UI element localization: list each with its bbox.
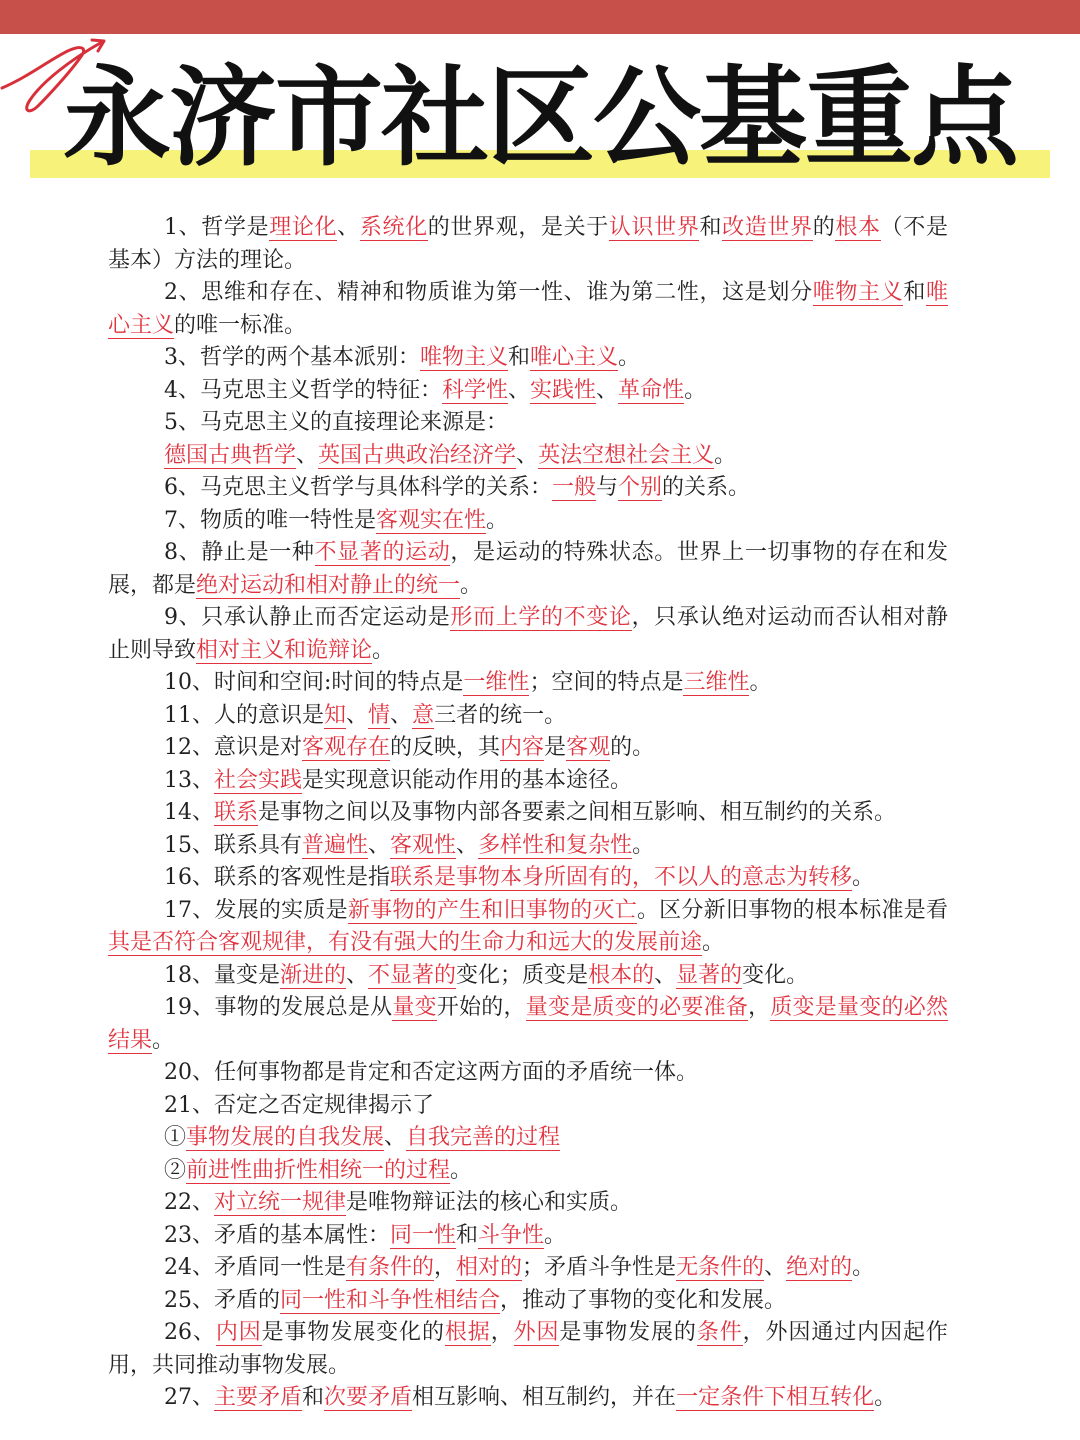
note-item (108, 537, 948, 602)
key-term: 形而上学的不变论 (450, 605, 632, 630)
note-item (108, 602, 948, 667)
key-term: 三维性 (683, 670, 750, 695)
note-text: ② (164, 1157, 187, 1183)
note-text: 。 (684, 377, 707, 403)
note-text: 11、人的意识是 (164, 702, 324, 728)
note-text: 、 (296, 442, 319, 468)
note-text: ，外因通过内因起作用，共同推动事物发展。 (108, 1320, 948, 1378)
note-text: 14、 (164, 800, 214, 825)
key-term: 条件 (696, 1320, 743, 1345)
note-text: 、 (596, 377, 619, 403)
note-text: 6、马克思主义哲学与具体科学的关系： (164, 475, 552, 500)
note-text: 。 (486, 507, 509, 533)
key-term: 自我完善的过程 (406, 1125, 561, 1150)
note-item (108, 667, 948, 700)
key-term: 科学性 (442, 377, 509, 403)
key-term: 绝对运动和相对静止的统一 (196, 572, 461, 598)
key-term: 不显著的运动 (314, 540, 451, 565)
note-text: 、 (456, 832, 479, 858)
key-term: 实践性 (530, 377, 597, 403)
note-item (108, 992, 948, 1057)
note-text: 开始的， (436, 995, 526, 1020)
note-item (108, 732, 948, 765)
key-term: 认识世界 (608, 215, 700, 240)
key-term: 根本的 (588, 962, 655, 988)
note-text: 。 (714, 442, 737, 468)
note-text: 16、联系的客观性是指 (164, 865, 390, 890)
page-title: 永济市社区公基重点 (62, 56, 1017, 181)
note-text: 是事物之间以及事物内部各要素之间相互影响、相互制约的关系。 (258, 800, 897, 825)
key-term: 系统化 (359, 215, 428, 240)
key-term: 联系是事物本身所固有的，不以人的意志为转移 (390, 865, 853, 890)
key-term: 质变是量变的必然结果 (108, 995, 948, 1053)
note-item (108, 375, 948, 408)
note-text: 24、矛盾同一性是 (164, 1255, 346, 1280)
note-item (108, 960, 948, 993)
note-item (108, 1122, 948, 1155)
key-term: 客观实在性 (376, 507, 487, 533)
key-term: 根据 (444, 1320, 491, 1345)
key-term: 内容 (500, 735, 545, 760)
key-term: 德国古典哲学 (164, 442, 297, 468)
note-text: ， (490, 1320, 514, 1345)
note-text: 是事物发展变化的 (261, 1320, 445, 1345)
note-text: ；矛盾斗争性是 (522, 1255, 677, 1280)
key-term: 多样性和复杂性 (478, 832, 633, 858)
note-text: 13、 (164, 767, 214, 793)
note-text: 。 (702, 930, 725, 955)
note-text: 。 (460, 572, 483, 598)
key-term: 有条件的 (346, 1255, 435, 1280)
key-term: 其是否符合客观规律，有没有强大的生命力和远大的发展前途 (108, 930, 703, 955)
note-text: 27、 (164, 1385, 214, 1410)
key-term: 对立统一规律 (214, 1190, 347, 1215)
note-item (108, 1285, 948, 1318)
key-term: 相对主义和诡辩论 (196, 637, 373, 663)
note-text: 变化；质变是 (456, 962, 589, 988)
note-text: 、 (516, 442, 539, 468)
note-item (108, 505, 948, 538)
note-text: 20、任何事物都是肯定和否定这两方面的矛盾统一体。 (164, 1060, 698, 1085)
key-term: 绝对的 (786, 1255, 853, 1280)
key-term: 渐进的 (280, 962, 347, 988)
key-term: 社会实践 (214, 767, 303, 793)
note-text: 15、联系具有 (164, 832, 302, 858)
note-text: 相互影响、相互制约，并在 (412, 1385, 677, 1410)
key-term: 前进性曲折性相统一的过程 (186, 1157, 451, 1183)
note-text: 。 (632, 832, 655, 858)
note-text: 5、马克思主义的直接理论来源是： (164, 410, 508, 435)
key-term: 量变 (392, 995, 437, 1020)
note-text: 12、意识是对 (164, 735, 302, 760)
note-item (108, 1057, 948, 1090)
note-text: ，推动了事物的变化和发展。 (500, 1287, 787, 1313)
note-text: 是唯物辩证法的核心和实质。 (346, 1190, 633, 1215)
notes-list (108, 212, 948, 1415)
key-term: 事物发展的自我发展 (186, 1125, 385, 1150)
note-text: 、 (337, 215, 360, 240)
note-item (108, 700, 948, 733)
key-term: 唯心主义 (530, 345, 619, 370)
title-area (0, 36, 1080, 196)
note-text: 、 (346, 962, 369, 988)
note-item (108, 1155, 948, 1188)
note-item (108, 830, 948, 863)
key-term: 新事物的产生和旧事物的灭亡 (347, 897, 637, 923)
key-term: 一定条件下相互转化 (676, 1385, 875, 1410)
note-text: ， (748, 995, 771, 1020)
note-text: 是实现意识能动作用的基本途径。 (302, 767, 633, 793)
note-item (108, 342, 948, 375)
note-text: 1、哲学是 (164, 215, 270, 240)
note-text: 。 (450, 1157, 473, 1183)
note-item (108, 1382, 948, 1415)
note-text: ， (434, 1255, 457, 1280)
note-text: 25、矛盾的 (164, 1287, 280, 1313)
note-text: 、 (764, 1255, 787, 1280)
note-text: 8、静止是一种 (164, 540, 315, 565)
key-term: 联系 (214, 800, 259, 825)
note-text: 17、发展的实质是 (164, 897, 348, 923)
note-text: 、 (390, 702, 413, 728)
key-term: 情 (368, 702, 391, 728)
note-text: ① (164, 1125, 187, 1150)
note-text: 10、时间和空间:时间的特点是 (164, 670, 464, 695)
key-term: 理论化 (269, 215, 338, 240)
note-text: 、 (384, 1125, 407, 1150)
note-item (108, 277, 948, 342)
key-term: 知 (324, 702, 347, 728)
note-text: 2、思维和存在、精神和物质谁为第一性、谁为第二性，这是划分 (164, 280, 813, 305)
key-term: 一维性 (463, 670, 530, 695)
note-text: 是 (544, 735, 567, 760)
note-text: 、 (346, 702, 369, 728)
note-text: 的 (812, 215, 836, 240)
key-term: 意 (412, 702, 435, 728)
note-text: 和 (508, 345, 531, 370)
note-item (108, 1252, 948, 1285)
note-text: 。 (852, 865, 875, 890)
note-item (108, 1090, 948, 1123)
note-text: 4、马克思主义哲学的特征： (164, 377, 442, 403)
note-item (108, 407, 948, 440)
note-text: 9、只承认静止而否定运动是 (164, 605, 451, 630)
note-text: 的唯一标准。 (174, 312, 307, 338)
red-arrow-doodle-icon (0, 36, 120, 126)
key-term: 一般 (552, 475, 597, 500)
note-text: 。 (852, 1255, 875, 1280)
note-text: 22、 (164, 1190, 214, 1215)
key-term: 英国古典政治经济学 (318, 442, 517, 468)
key-term: 同一性和斗争性相结合 (280, 1287, 501, 1313)
key-term: 普遍性 (302, 832, 369, 858)
key-term: 客观 (566, 735, 611, 760)
note-item (108, 862, 948, 895)
note-item (108, 1317, 948, 1382)
key-term: 英法空想社会主义 (538, 442, 715, 468)
note-text: ；空间的特点是 (529, 670, 684, 695)
note-text: 、 (508, 377, 531, 403)
key-term: 不显著的 (368, 962, 457, 988)
key-term: 内因 (215, 1320, 262, 1345)
key-term: 次要矛盾 (324, 1385, 413, 1410)
note-text: 7、物质的唯一特性是 (164, 507, 376, 533)
key-term: 根本 (835, 215, 881, 240)
note-text: 三者的统一。 (434, 702, 567, 728)
key-term: 客观存在 (302, 735, 391, 760)
note-text: 18、量变是 (164, 962, 280, 988)
note-item (108, 1220, 948, 1253)
note-text: 。 (874, 1385, 897, 1410)
note-text: 变化。 (742, 962, 809, 988)
key-term: 外因 (513, 1320, 560, 1345)
note-text: 是事物发展的 (559, 1320, 697, 1345)
key-term: 改造世界 (722, 215, 813, 240)
note-text: 和 (456, 1222, 479, 1248)
note-text: 的关系。 (662, 475, 751, 500)
note-text: 、 (654, 962, 677, 988)
key-term: 同一性 (390, 1222, 457, 1248)
note-text: 。 (372, 637, 395, 663)
note-item (108, 212, 948, 277)
key-term: 唯物主义 (420, 345, 509, 370)
key-term: 个别 (618, 475, 663, 500)
note-text: 的。 (610, 735, 655, 760)
note-text: （不是基本）方法的理论。 (108, 215, 948, 273)
note-item (108, 765, 948, 798)
key-term: 唯物主义 (812, 280, 904, 305)
note-text: 3、哲学的两个基本派别： (164, 345, 420, 370)
key-term: 量变是质变的必要准备 (525, 995, 749, 1020)
note-text: 和 (302, 1385, 325, 1410)
note-text: 的世界观，是关于 (427, 215, 609, 240)
key-term: 显著的 (676, 962, 743, 988)
note-text: 26、 (164, 1320, 216, 1345)
note-item (108, 797, 948, 830)
note-text: 、 (368, 832, 391, 858)
note-text: 23、矛盾的基本属性： (164, 1222, 390, 1248)
note-text: 。 (749, 670, 772, 695)
note-text: 。 (152, 1027, 175, 1053)
note-text: 19、事物的发展总是从 (164, 995, 393, 1020)
note-text: 。 (618, 345, 641, 370)
note-text: 的反映，其 (390, 735, 501, 760)
key-term: 主要矛盾 (214, 1385, 303, 1410)
note-text: 21、否定之否定规律揭示了 (164, 1092, 434, 1118)
note-text: 。区分新旧事物的根本标准是看 (636, 897, 948, 923)
key-term: 无条件的 (676, 1255, 765, 1280)
note-item (108, 895, 948, 960)
note-text: 与 (596, 475, 619, 500)
note-text: 和 (903, 280, 926, 305)
note-item (108, 472, 948, 505)
key-term: 革命性 (618, 377, 685, 403)
key-term: 唯心主义 (108, 280, 948, 338)
note-item (108, 440, 948, 473)
note-text: ，是运动的特殊状态。世界上一切事物的存在和发展，都是 (108, 540, 948, 598)
top-banner-bar (0, 0, 1080, 34)
note-text: 。 (544, 1222, 567, 1248)
note-text: ，只承认绝对运动而否认相对静止则导致 (108, 605, 948, 663)
note-item (108, 1187, 948, 1220)
key-term: 客观性 (390, 832, 457, 858)
key-term: 斗争性 (478, 1222, 545, 1248)
note-text: 和 (699, 215, 723, 240)
key-term: 相对的 (456, 1255, 523, 1280)
